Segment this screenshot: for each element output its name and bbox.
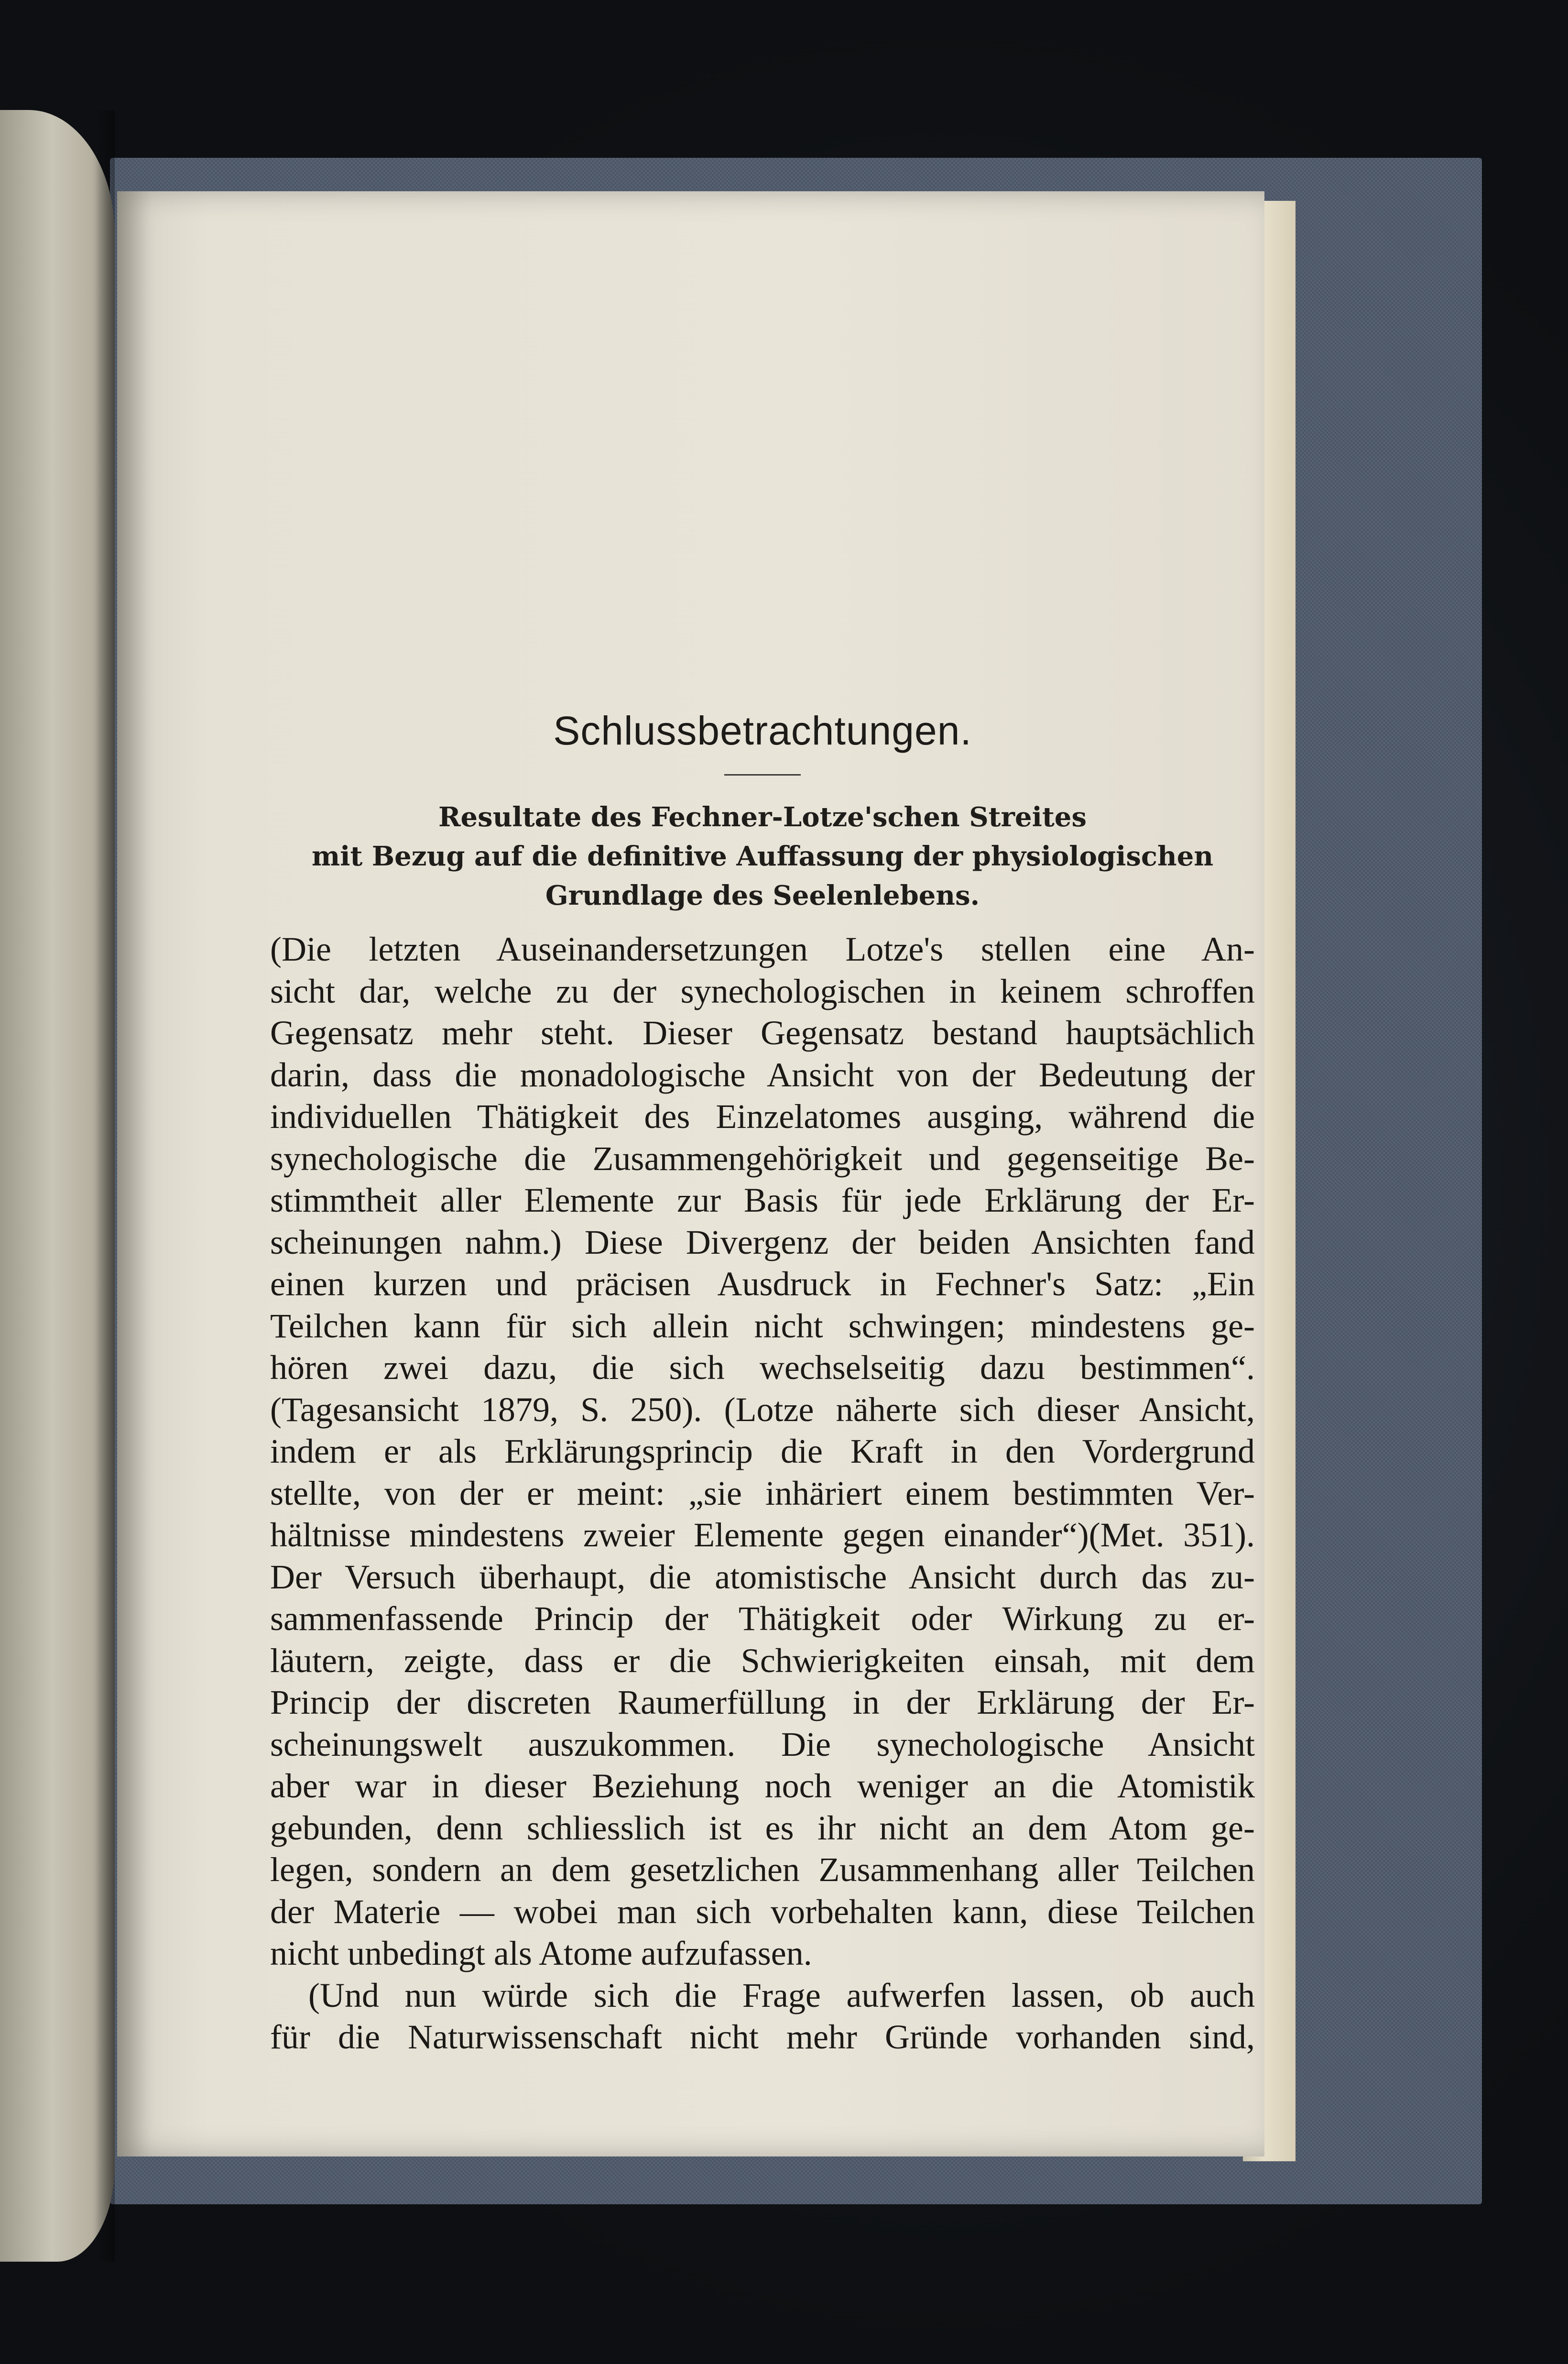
text-line: legen, sondern an dem gesetzlichen Zusammenhang aller Teilchen	[270, 1850, 1255, 1889]
text-line: (Die letzten Auseinandersetzungen Lotze's stellen eine An-	[270, 930, 1255, 968]
book-page	[117, 191, 1264, 2156]
body-text	[270, 929, 1255, 2058]
text-line: sammenfassende Princip der Thätigkeit oder Wirkung zu er-	[270, 1599, 1255, 1638]
text-line: Princip der discreten Raumerfüllung in der Erklärung der Er-	[270, 1683, 1255, 1721]
text-line: indem er als Erklärungsprincip die Kraft in den Vordergrund	[270, 1432, 1255, 1470]
text-line: synechologische die Zusammengehörigkeit und gegenseitige Be-	[270, 1139, 1255, 1178]
text-line: darin, dass die monadologische Ansicht von der Bedeutung der	[270, 1055, 1255, 1094]
text-line: läutern, zeigte, dass er die Schwierigkeiten einsah, mit dem	[270, 1641, 1255, 1680]
subtitle-line-3: Grundlage des Seelenlebens.	[545, 880, 980, 911]
text-line: gebunden, denn schliesslich ist es ihr nicht an dem Atom ge-	[270, 1808, 1255, 1847]
page-title: Schlussbetrachtungen.	[553, 708, 972, 753]
text-line: für die Naturwissenschaft nicht mehr Gründe vorhanden sind,	[270, 2018, 1255, 2056]
section-subtitle	[270, 798, 1255, 915]
text-line: stellte, von der er meint: „sie inhäriert einem bestimmten Ver-	[270, 1474, 1255, 1512]
text-line: nicht unbedingt als Atome aufzufassen.	[270, 1934, 812, 1972]
text-line: Gegensatz mehr steht. Dieser Gegensatz bestand hauptsächlich	[270, 1014, 1255, 1052]
page-content	[270, 708, 1255, 2058]
text-line: (Tagesansicht 1879, S. 250). (Lotze näherte sich dieser Ansicht,	[270, 1390, 1255, 1429]
text-line: Der Versuch überhaupt, die atomistische Ansicht durch das zu-	[270, 1557, 1255, 1596]
text-line: aber war in dieser Beziehung noch weniger an die Atomistik	[270, 1767, 1255, 1805]
text-line: Teilchen kann für sich allein nicht schwingen; mindestens ge-	[270, 1306, 1255, 1345]
text-line: der Materie — wobei man sich vorbehalten kann, diese Teilchen	[270, 1892, 1255, 1931]
text-line: scheinungswelt auszukommen. Die synechologische Ansicht	[270, 1725, 1255, 1763]
text-line: individuellen Thätigkeit des Einzelatomes ausging, während die	[270, 1097, 1255, 1136]
subtitle-line-1: Resultate des Fechner-Lotze'schen Streites	[438, 801, 1087, 833]
text-line: hören zwei dazu, die sich wechselseitig dazu bestimmen“.	[270, 1348, 1255, 1387]
text-line: sicht dar, welche zu der synechologischen in keinem schroffen	[270, 972, 1255, 1010]
text-line: hältnisse mindestens zweier Elemente gegen einander“)(Met. 351).	[270, 1516, 1255, 1554]
text-line: einen kurzen und präcisen Ausdruck in Fechner's Satz: „Ein	[270, 1265, 1255, 1303]
text-line: (Und nun würde sich die Frage aufwerfen lassen, ob auch	[308, 1976, 1255, 2014]
left-facing-page	[0, 110, 115, 2262]
text-line: scheinungen nahm.) Diese Divergenz der beiden Ansichten fand	[270, 1223, 1255, 1261]
subtitle-line-2: mit Bezug auf die definitive Auffassung der physiologischen	[311, 841, 1214, 872]
title-rule	[724, 774, 801, 776]
text-line: stimmtheit aller Elemente zur Basis für jede Erklärung der Er-	[270, 1181, 1255, 1219]
